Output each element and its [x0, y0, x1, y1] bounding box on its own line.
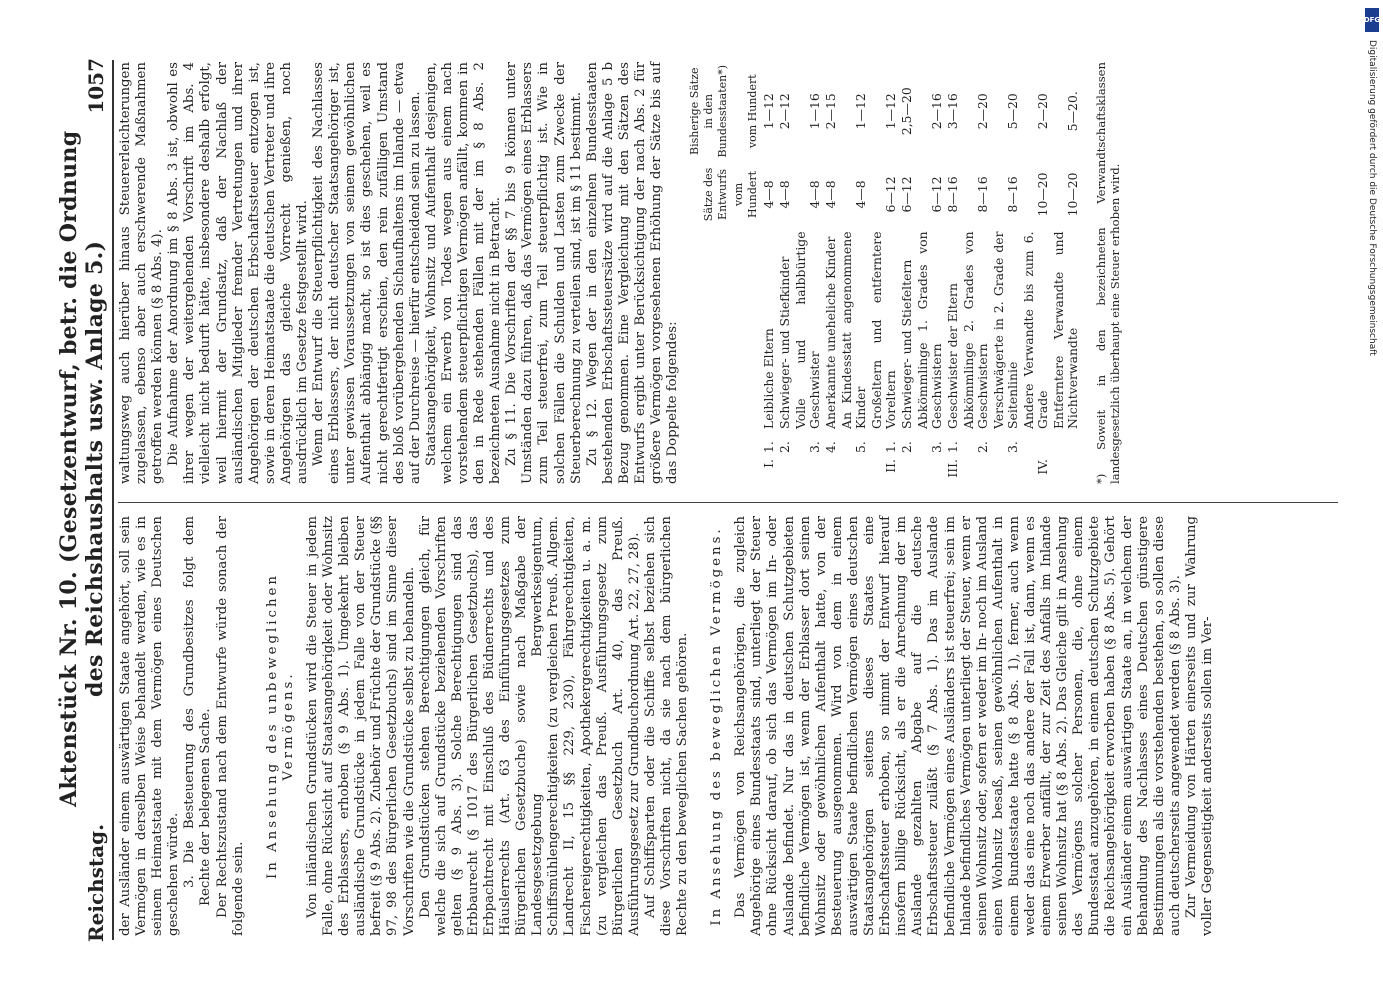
paragraph: Zur Vermeidung von Härten einerseits und zur Wahrung voller Gegenseitigkeit anderseits sollen im Ver-	[1183, 516, 1215, 936]
table-row	[961, 62, 991, 484]
row-label: Abkömmlinge 2. Grades von Geschwistern	[961, 231, 991, 429]
row-index: 2.	[975, 441, 991, 453]
paragraph: Zu § 12. Wegen der in den einzelnen Bundesstaaten bestehenden Erbschaftssteuersätze wird auf die Anlage 5 b Bezug genommen. Eine Vergleichung mit den Sätzen des Entwurfs ergibt unter Berücksichtigung der nach Abs. 2 für größere Vermögen vorgesehenen Erhöhung der Sätze bis auf das Doppelte folgendes:	[584, 62, 681, 484]
footnote: *) Soweit in den bezeichneten Verwandtschaftsklassen landesgesetzlich überhaupt eine Steuer erhoben wird.	[1094, 62, 1122, 484]
rate-current: 2—12	[777, 93, 793, 130]
table-unit: vom Hundert	[746, 74, 760, 149]
table-header-draft: Sätze des Entwurfs	[702, 167, 730, 222]
paragraph: Das Vermögen von Reichsangehörigen, die zugleich Angehörige eines Bundesstaats sind, unterliegt der Steuer ohne Rücksicht darauf, ob sich das Vermögen im In- oder Auslande befindet. Nur das in deutschen Schutzgebieten befindliche Vermögen ist, wenn der Erblasser dort seinen Wohnsitz oder gewöhnlichen Aufenthalt hatte, von der Besteuerung ausgenommen. Wird von dem in einem auswärtigen Staate befindlichen Vermögen eines deutschen Staatsangehörigen seitens dieses Staates eine Erbschaftssteuer erhoben, so nimmt der Entwurf hierauf insofern billige Rücksicht, als er die Anrechnung der im Auslande gezahlten Abgabe auf die deutsche Erbschaftssteuer zuläßt (§ 7 Abs. 1). Das im Auslande befindliche Vermögen eines Ausländers ist steuerfrei; sein im Inlande befindliches Vermögen unterliegt der Steuer, wenn er seinen Wohnsitz oder, sofern er weder im In- noch im Ausland einen Wohnsitz besaß, seinen gewöhnlichen Aufenthalt in einem Bundesstaate hatte (§ 8 Abs. 1), ferner, auch wenn weder das eine noch das andere der Fall ist, dann, wenn es einem Erwerber anfällt, der zur Zeit des Anfalls im Inlande seinen Wohnsitz hat (§ 8 Abs. 2). Das Gleiche gilt in Ansehung des Vermögens solcher Personen, die, ohne einem Bundesstaat anzugehören, in einem deutschen Schutzgebiete die Reichsangehörigkeit erworben haben (§ 8 Abs. 5). Gehört ein Ausländer einem auswärtigen Staate an, in welchem der Behandlung des Nachlasses eines Deutschen günstigere Bestimmungen als die vorstehenden bestehen, so sollen diese auch deutscherseits angewendet werden (§ 8 Abs. 3).	[733, 516, 1183, 936]
dfg-logo: DFG	[1365, 8, 1379, 32]
paragraph: 3. Die Besteuerung des Grundbesitzes folgt dem Rechte der belegenen Sache.	[182, 516, 214, 906]
rate-draft: 6—12	[929, 176, 945, 213]
rate-draft: 8—16	[945, 176, 961, 213]
paragraph: Staatsangehörigkeit, Wohnsitz und Aufenthalt desjenigen, welchem ein Erwerb von Todes wegen aus einem nach vorstehendem steuerpflichtigen Vermögen anfällt, kommen in den in Rede stehenden Fällen mit der im § 8 Abs. 2 bezeichneten Ausnahme nicht in Betracht.	[423, 62, 504, 484]
table-header-current: Bisherige Sätze in den Bundesstaaten*)	[688, 65, 730, 158]
row-group	[991, 456, 1021, 484]
paragraph: waltungsweg auch hierüber hinaus Steuererleichterungen zugelassen, ebenso aber auch erschwerende Maßnahmen getroffen werden können (§ 8 Abs. 4).	[118, 62, 166, 484]
rate-current: 5—20	[1005, 93, 1021, 130]
table-row	[1051, 62, 1081, 484]
row-index: 1.	[945, 441, 961, 453]
rate-current: 1—12	[853, 93, 869, 130]
header-title: Aktenstück Nr. 10. (Gesetzentwurf, betr. die Ordnung des Reichshaushalts usw. Anlage 5.)	[56, 130, 108, 807]
paragraph: Die Aufnahme der Anordnung im § 8 Abs. 3 ist, obwohl es ihrer wegen der weitergehenden Vorschrift im Abs. 4 vielleicht nicht bedurft hätte, insbesondere deshalb erfolgt, weil hiermit der Grundsatz, daß der Nachlaß der ausländischen Mitglieder fremder Vertretungen und ihrer Angehörigen der deutschen Erbschaftssteuer entzogen ist, sowie in deren Heimatstaate die deutschen Vertreter und ihre Angehörigen das gleiche Vorrecht genießen, noch ausdrücklich im Gesetze festgestellt wird.	[166, 62, 311, 484]
row-index: 3.	[807, 441, 823, 453]
table-row	[761, 62, 777, 484]
row-label: Geschwister der Eltern	[945, 283, 961, 429]
rate-current: 1—16	[807, 93, 823, 130]
rate-draft: 4—8	[823, 180, 839, 209]
row-index: 2.	[899, 441, 915, 453]
column-divider	[118, 502, 1338, 503]
rate-draft: 6—12	[899, 176, 915, 213]
paragraph: Zu § 11. Die Vorschriften der §§ 7 bis 9 können unter Umständen dazu führen, daß das Vermögen eines Erblassers zum Teil steuerfrei, zum Teil steuerpflichtig ist. Wie in solchen Fällen die Schulden und Lasten zum Zwecke der Steuerberechnung zu verteilen sind, ist im § 11 bestimmt.	[504, 62, 584, 484]
row-group	[823, 456, 839, 484]
row-group: III.	[945, 459, 961, 478]
row-group	[1051, 456, 1081, 484]
row-label: Schwieger- und Stiefkinder	[777, 256, 793, 429]
row-group	[793, 456, 823, 484]
paragraph: Von inländischen Grundstücken wird die Steuer in jedem Falle, ohne Rücksicht auf Staatsangehörigkeit oder Wohnsitz des Erblassers, erhoben (§ 9 Abs. 1). Umgekehrt bleiben ausländische Grundstücke in jedem Falle von der Steuer befreit (§ 9 Abs. 2). Zubehör und Früchte der Grundstücke (§§ 97, 98 des Bürgerlichen Gesetzbuchs) sind im Sinne dieser Vorschriften wie die Grundstücke selbst zu behandeln.	[304, 516, 417, 936]
rate-draft: 10—20	[1035, 172, 1051, 217]
page-header	[58, 58, 108, 942]
row-index: 3.	[929, 441, 945, 453]
rate-current: 1—12	[883, 93, 899, 130]
rate-draft: 4—8	[777, 180, 793, 209]
rate-current: 2,5—20	[899, 87, 915, 136]
row-label: Andere Verwandte bis zum 6. Grade	[1021, 231, 1051, 429]
tax-rate-table	[687, 62, 1081, 484]
rate-draft: 4—8	[853, 180, 869, 209]
left-column	[118, 516, 1216, 936]
rate-current: 2—20	[1035, 93, 1051, 130]
row-label: Abkömmlinge 1. Grades von Geschwistern	[915, 231, 945, 429]
row-index: 1.	[761, 441, 777, 453]
table-row	[945, 62, 961, 484]
row-label: Leibliche Eltern	[761, 328, 777, 429]
row-group: II.	[883, 459, 899, 473]
watermark-text: Digitalisierung gefördert durch die Deutsche Forschungsgemeinschaft	[1367, 40, 1377, 356]
table-unit: vom Hundert	[732, 170, 760, 218]
page-number: 1057	[84, 58, 108, 114]
table-row	[1021, 62, 1051, 484]
paragraph: Der Rechtszustand nach dem Entwurfe würde sonach der folgende sein.	[214, 516, 246, 936]
rate-current: 2—16	[929, 93, 945, 130]
row-label: Großeltern und entferntere Voreltern	[869, 231, 899, 429]
row-group	[839, 456, 869, 484]
section-heading: In Ansehung des unbeweglichen Vermögens.	[264, 573, 296, 879]
table-row	[991, 62, 1021, 484]
right-column	[118, 62, 1122, 484]
row-index: 1.	[883, 441, 899, 453]
paragraph: Den Grundstücken stehen Berechtigungen gleich, für welche die sich auf Grundstücke beziehenden Vorschriften gelten (§ 9 Abs. 3). Solche Berechtigungen sind das Erbbaurecht (§ 1017 des Bürgerlichen Gesetzbuchs), das Erbpachtrecht mit Einschluß des Büdnerrechts und des Häuslerrechts (Art. 63 des Einführungsgesetzes zum Bürgerlichen Gesetzbuche) sowie nach Maßgabe der Landesgesetzgebung Bergwerkseigentum, Schiffsmühlengerechtigkeiten (zu vergleichen Preuß. Allgem. Landrecht II, 15 §§ 229, 230), Fährgerechtigkeiten, Fischereigerechtigkeiten, Apothekergerechtigkeiten u. a. m. (zu vergleichen das Preuß. Ausführungsgesetz zum Bürgerlichen Gesetzbuch Art. 40, das Preuß. Ausführungsgesetz zur Grundbuchordnung Art. 22, 27, 28).	[417, 516, 642, 936]
paragraph: der Ausländer einem auswärtigen Staate angehört, soll sein Vermögen in derselben Weise behandelt werden, wie es in seinem Heimatstaate mit dem Vermögen eines Deutschen geschehen würde.	[118, 516, 182, 936]
rate-current: 5—20.	[1065, 91, 1081, 132]
table-row	[899, 62, 915, 484]
rate-current: 2—20	[975, 93, 991, 130]
table-row	[793, 62, 823, 484]
row-group	[777, 456, 793, 484]
row-index: 2.	[777, 441, 793, 453]
row-label: Entferntere Verwandte und Nichtverwandte	[1051, 231, 1081, 429]
rate-draft: 4—8	[807, 180, 823, 209]
paragraph: Auf Schiffsparten oder die Schiffe selbst beziehen sich diese Vorschriften nicht, da sie nach dem bürgerlichen Rechte zu den beweglichen Sachen gehören.	[642, 516, 691, 936]
rate-draft: 8—16	[1005, 176, 1021, 213]
header-rule	[112, 60, 114, 940]
rate-draft: 6—12	[883, 176, 899, 213]
row-index: 4.	[823, 441, 839, 453]
row-group	[915, 456, 945, 484]
row-group: I.	[761, 459, 777, 468]
row-index: 3.	[1005, 441, 1021, 453]
header-left: Reichstag.	[84, 823, 108, 942]
rate-draft: 4—8	[761, 180, 777, 209]
row-label: Anerkannte uneheliche Kinder	[823, 236, 839, 429]
rate-current: 3—16	[945, 93, 961, 130]
row-index	[1021, 432, 1051, 456]
row-group: IV.	[1035, 459, 1051, 475]
section-heading: In Ansehung des beweglichen Vermögens.	[709, 526, 725, 926]
row-label: Volle und halbbürtige Geschwister	[793, 231, 823, 429]
table-row	[839, 62, 869, 484]
table-row	[777, 62, 793, 484]
paragraph: Wenn der Entwurf die Steuerpflichtigkeit des Nachlasses eines Erblassers, der nicht deutscher Staatsangehöriger ist, unter gewissen Voraussetzungen von seinem gewöhnlichen Aufenthalt abhängig macht, so ist dies geschehen, weil es nicht gerechtfertigt erschien, den rein zufälligen Umstand des bloß vorübergehenden Sichaufhaltens im Inlande — etwa auf der Durchreise — hierfür entscheidend sein zu lassen.	[311, 62, 423, 484]
row-label: Verschwägerte in 2. Grade der Seitenlinie	[991, 231, 1021, 429]
dfg-watermark	[1363, 8, 1381, 356]
row-index	[1051, 432, 1081, 456]
rate-current: 2—15	[823, 93, 839, 130]
rate-current: 1—12	[761, 93, 777, 130]
row-index: 5.	[853, 441, 869, 453]
table-row	[869, 62, 899, 484]
table-row	[823, 62, 839, 484]
table-row	[915, 62, 945, 484]
row-label: An Kindesstatt angenommene Kinder	[839, 231, 869, 429]
row-group	[899, 456, 915, 484]
row-group	[961, 456, 991, 484]
rate-draft: 8—16	[975, 176, 991, 213]
rate-draft: 10—20	[1065, 172, 1081, 217]
row-label: Schwieger- und Stiefeltern	[899, 259, 915, 429]
